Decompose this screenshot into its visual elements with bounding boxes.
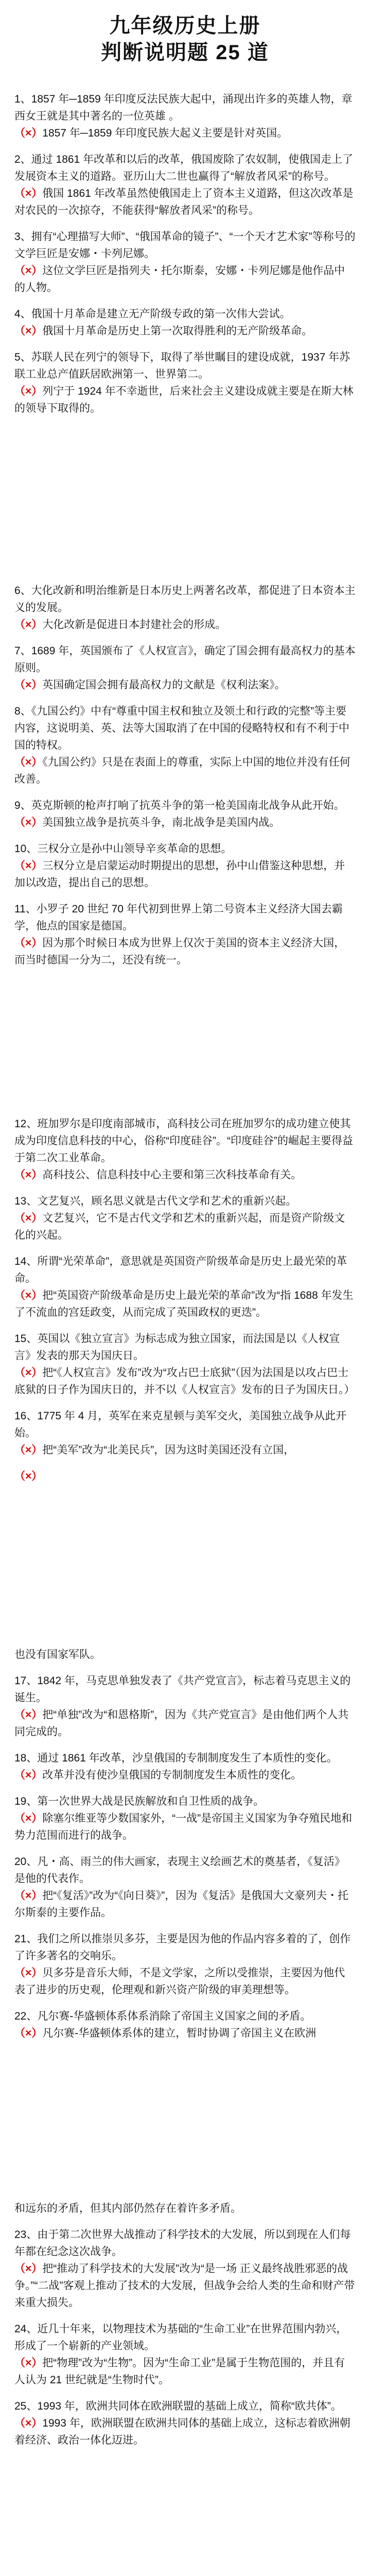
cross-mark: （×） bbox=[14, 1169, 43, 1181]
answer-explanation: 大化改新是促进日本封建社会的形成。 bbox=[42, 619, 226, 631]
cross-mark: （×） bbox=[14, 860, 43, 872]
cross-mark: （×） bbox=[14, 1212, 43, 1224]
answer-explanation: 把“推动了科学技术的大发展”改为“是一场 正义最终战胜邪恶的战争。”“二战”客观上推动了技术的大发展，但战争会给人类的生命和财产带来重大损失。 bbox=[14, 2263, 355, 2309]
question-item bbox=[14, 349, 356, 417]
question-item bbox=[14, 1408, 356, 1459]
question-item bbox=[14, 703, 356, 788]
answer-text bbox=[14, 1364, 356, 1398]
question-item bbox=[14, 228, 356, 296]
answer-explanation: 英国确定国会拥有最高权力的文献是《权利法案》。 bbox=[42, 679, 286, 691]
cross-mark: （×） bbox=[14, 385, 43, 397]
question-item bbox=[14, 840, 356, 891]
question-text: 22、凡尔赛-华盛顿体系体系消除了帝国主义国家之间的矛盾。 bbox=[14, 2010, 311, 2022]
cross-mark: （×） bbox=[14, 1470, 43, 1482]
question-text: 6、大化改新和明治维新是日本历史上两著名改革，都促进了日本资本主义的发展。 bbox=[14, 585, 356, 614]
cross-mark: （×） bbox=[14, 1890, 43, 1902]
answer-explanation: 这位文学巨匠是指列夫・托尔斯泰，安娜・卡列尼娜是他作品中的人物。 bbox=[14, 265, 345, 294]
answer-explanation: 把“《复活》”改为“《向日葵》”，因为《复活》是俄国大文豪列夫・托尔斯泰的主要作品。 bbox=[14, 1890, 349, 1919]
cross-mark: （×） bbox=[14, 265, 43, 277]
question-text: 7、1689 年，英国颁布了《人权宣言》，确定了国会拥有最高权力的基本原则。 bbox=[14, 645, 356, 674]
question-text: 23、由于第二次世界大战推动了科学技术的大发展，所以到现在人们每年都在纪念这次战争。 bbox=[14, 2229, 351, 2258]
answer-explanation: 凡尔赛-华盛顿体系体的建立，暂时协调了帝国主义在欧洲 bbox=[42, 2027, 316, 2039]
answer-text bbox=[14, 2260, 356, 2311]
question-text: 5、苏联人民在列宁的领导下，取得了举世瞩目的建设成就，1937 年苏联工业总产值跃居欧洲第一、世界第二。 bbox=[14, 351, 350, 380]
answer-text bbox=[14, 1706, 356, 1740]
answer-explanation: 改革并没有使沙皇俄国的专制制度发生本质性的变化。 bbox=[42, 1769, 302, 1781]
cross-mark: （×） bbox=[14, 1967, 43, 1979]
answer-text bbox=[14, 814, 356, 831]
cross-mark: （×） bbox=[14, 619, 43, 631]
answer-text bbox=[14, 1810, 356, 1844]
continued-text bbox=[14, 1646, 356, 1663]
answer-explanation: 1993 年，欧洲联盟在欧洲共同体的基础上成立，这标志着欧洲朝着经济、政治一体化迈进。 bbox=[14, 2417, 350, 2446]
question-item bbox=[14, 306, 356, 340]
question-text: 2、通过 1861 年改革和以后的改革，俄国废除了农奴制，使俄国走上了发展资本主义的道路。亚历山大二世也赢得了“解放者风采”的称号。 bbox=[14, 154, 354, 182]
question-text: 10、三权分立是孙中山领导辛亥革命的思想。 bbox=[14, 843, 232, 855]
question-item bbox=[14, 2320, 356, 2388]
question-text: 20、凡・高、雨兰的伟大画家，表现主义绘画艺术的奠基者，《复活》是他的代表作。 bbox=[14, 1856, 345, 1885]
answer-text bbox=[14, 185, 356, 219]
answer-explanation: 把“单独”改为“和恩格斯”，因为《共产党宣言》是由他们两个人共同完成的。 bbox=[14, 1709, 349, 1738]
question-item bbox=[14, 642, 356, 693]
continued-text bbox=[14, 2200, 356, 2217]
question-text: 9、英克斯顿的枪声打响了抗英斗争的第一枪美国南北战争从此开始。 bbox=[14, 800, 345, 811]
cross-mark: （×） bbox=[14, 1769, 43, 1781]
section-3 bbox=[14, 1115, 356, 1494]
question-item bbox=[14, 1853, 356, 1921]
answer-text bbox=[14, 857, 356, 891]
cross-mark: （×） bbox=[14, 1290, 43, 1301]
answer-text bbox=[14, 2354, 356, 2388]
question-text: 11、小罗子 20 世纪 70 年代初到世界上第二号资本主义经济大国去霸学，他点的国家是德国。 bbox=[14, 903, 343, 932]
answer-text bbox=[14, 1887, 356, 1921]
cross-mark: （×） bbox=[14, 325, 43, 337]
answer-text bbox=[14, 125, 356, 142]
answer-explanation: 除塞尔维亚等少数国家外，“一战”是帝国主义国家为争夺殖民地和势力范围而进行的战争。 bbox=[14, 1812, 353, 1841]
question-item bbox=[14, 2226, 356, 2311]
cross-mark: （×） bbox=[14, 817, 43, 828]
answer-explanation: 列宁于 1924 年不幸逝世，后来社会主义建设成就主要是在斯大林的领导下取得的。 bbox=[14, 385, 354, 414]
question-text: 16、1775 年 4 月，英军在来克星顿与美军交火，美国独立战争从此开始。 bbox=[14, 1410, 347, 1439]
cross-mark: （×） bbox=[14, 2357, 43, 2369]
continued-line: 和远东的矛盾，但其内部仍然存在着许多矛盾。 bbox=[14, 2202, 241, 2214]
answer-explanation: 把“英国资产阶级革命是历史上最光荣的革命”改为“指 1688 年发生了不流血的宫廷政变，从而完成了英国政权的更迭”。 bbox=[14, 1290, 354, 1318]
cross-mark: （×） bbox=[14, 937, 43, 949]
answer-text bbox=[14, 383, 356, 417]
answer-explanation: 三权分立是启蒙运动时期提出的思想，孙中山借鉴这种思想，并加以改造，提出自己的思想。 bbox=[14, 860, 345, 889]
page-title: 九年级历史上册 bbox=[109, 14, 261, 37]
section-4 bbox=[14, 1646, 356, 2051]
section-1 bbox=[14, 91, 356, 426]
question-item bbox=[14, 1115, 356, 1183]
question-text: 3、拥有“心理描写大师”、“俄国革命的镜子”、“一个天才艺术家”等称号的文学巨匠是安娜・卡列尼娜。 bbox=[14, 231, 356, 260]
answer-text bbox=[14, 1767, 356, 1784]
cross-mark: （×） bbox=[14, 188, 43, 199]
answer-text bbox=[14, 1166, 356, 1183]
cross-mark: （×） bbox=[14, 2027, 43, 2039]
cross-mark: （×） bbox=[14, 2263, 43, 2275]
title-block bbox=[0, 0, 370, 66]
question-item bbox=[14, 1193, 356, 1244]
answer-text bbox=[14, 754, 356, 788]
answer-text bbox=[14, 616, 356, 633]
cross-mark: （×） bbox=[14, 1709, 43, 1721]
answer-text bbox=[14, 676, 356, 693]
answer-text bbox=[14, 935, 356, 969]
page-subtitle: 判断说明题 25 道 bbox=[101, 41, 269, 64]
cross-mark: （×） bbox=[14, 1812, 43, 1824]
cross-mark: （×） bbox=[14, 127, 43, 139]
section-2 bbox=[14, 582, 356, 978]
question-item bbox=[14, 2008, 356, 2042]
question-text: 19、第一次世界大战是民族解放和自卫性质的战争。 bbox=[14, 1795, 265, 1807]
answer-explanation: 贝多芬是音乐大师，不是文学家，之所以受推崇，主要因为他代表了进步的历史观，伦理观和新兴资产阶级的审美理想等。 bbox=[14, 1967, 345, 1996]
answer-text bbox=[14, 1468, 356, 1485]
answer-explanation: 因为那个时候日本成为世界上仅次于美国的资本主义经济大国，而当时德国一分为二，还没有统一。 bbox=[14, 937, 345, 966]
cross-mark: （×） bbox=[14, 679, 43, 691]
cross-mark: （×） bbox=[14, 1444, 43, 1456]
question-item bbox=[14, 1793, 356, 1844]
question-text: 1、1857 年─1859 年印度反法民族大起中，涌现出许多的英雄人物，章西女王就是其中著名的一位英雄 。 bbox=[14, 93, 353, 122]
answer-text bbox=[14, 2025, 356, 2042]
answer-explanation: 文艺复兴，它不是古代文学和艺术的重新兴起，而是资产阶级文化的兴起。 bbox=[14, 1212, 345, 1241]
answer-text bbox=[14, 323, 356, 340]
answer-text bbox=[14, 2415, 356, 2449]
question-text: 4、俄国十月革命是建立无产阶级专政的第一次伟大尝试。 bbox=[14, 308, 291, 320]
answer-explanation: 《九国公约》只是在表面上的尊重，实际上中国的地位并没有任何改善。 bbox=[14, 756, 350, 785]
question-item bbox=[14, 2398, 356, 2449]
question-text: 14、所谓“光荣革命”，意思就是英国资产阶级革命是历史上最光荣的革命。 bbox=[14, 1256, 347, 1284]
question-item bbox=[14, 91, 356, 142]
question-item bbox=[14, 797, 356, 831]
question-item bbox=[14, 151, 356, 219]
cross-mark: （×） bbox=[14, 1367, 43, 1379]
answer-explanation: 高科技公、信息科技中心主要和第三次科技革命有关。 bbox=[42, 1169, 302, 1181]
answer-text bbox=[14, 1210, 356, 1244]
cross-mark: （×） bbox=[14, 2417, 43, 2429]
question-item bbox=[14, 901, 356, 969]
question-item bbox=[14, 1750, 356, 1784]
question-text: 17、1842 年，马克思单独发表了《共产党宣言》，标志着马克思主义的诞生。 bbox=[14, 1675, 351, 1704]
question-text: 25、1993 年，欧洲共同体在欧洲联盟的基础上成立，简称“欧共体”。 bbox=[14, 2400, 342, 2412]
question-text: 15、英国以《独立宣言》为标志成为独立国家，而法国是以《人权宣言》发表的那天为国庆日。 bbox=[14, 1333, 340, 1362]
continued-line: 也没有国家军队。 bbox=[14, 1649, 101, 1660]
question-text: 21、我们之所以推崇贝多芬，主要是因为他的作品内容多着的了，创作了许多著名的交响乐。 bbox=[14, 1933, 351, 1962]
section-5 bbox=[14, 2200, 356, 2458]
answer-explanation: 俄国十月革命是历史上第一次取得胜利的无产阶级革命。 bbox=[42, 325, 313, 337]
answer-text bbox=[14, 262, 356, 296]
question-item bbox=[14, 1468, 356, 1485]
answer-text bbox=[14, 1964, 356, 1998]
answer-explanation: 把“物理”改为“生物”。因为“生命工业”是属于生物范围的，并且有人认为 21 世纪就是“生物时代”。 bbox=[14, 2357, 345, 2386]
question-text: 18、通过 1861 年改革，沙皇俄国的专制制度发生了本质性的变化。 bbox=[14, 1752, 338, 1764]
answer-explanation: 美国独立战争是抗英斗争，南北战争是美国内战。 bbox=[42, 817, 280, 828]
question-text: 24、近几十年来，以物理技术为基础的“生命工业”在世界范围内勃兴，形成了一个崭新的产业领域。 bbox=[14, 2323, 347, 2352]
answer-text bbox=[14, 1287, 356, 1321]
question-item bbox=[14, 582, 356, 633]
question-text: 8、《九国公约》中有“尊重中国主权和独立及领土和行政的完整”等主要内容，这说明美、英、法等大国取消了在中国的侵略特权和有不利于中国的特权。 bbox=[14, 705, 349, 751]
question-item bbox=[14, 1330, 356, 1398]
answer-explanation: 把“《人权宣言》发布”改为“攻占巴士底狱”（因为法国是以攻占巴士底狱的日子作为国庆日的，并不以《人权宣言》发布的日子为国庆日。） bbox=[14, 1367, 355, 1396]
question-item bbox=[14, 1930, 356, 1998]
question-item bbox=[14, 1253, 356, 1321]
cross-mark: （×） bbox=[14, 756, 43, 768]
answer-explanation: 把“美军”改为“北美民兵”，因为这时美国还没有立国， bbox=[42, 1444, 295, 1456]
answer-explanation: 1857 年─1859 年印度民族大起义主要是针对英国。 bbox=[42, 127, 288, 139]
answer-explanation: 俄国 1861 年改革虽然使俄国走上了资本主义道路，但这次改革是对农民的一次掠夺，不能获得“解放者风采”的称号。 bbox=[14, 188, 354, 216]
answer-text bbox=[14, 1442, 356, 1459]
question-text: 12、班加罗尔是印度南部城市，高科技公司在班加罗尔的成功建立使其成为印度信息科技的中心，俗称“印度硅谷”。“印度硅谷”的崛起主要得益于第二次工业革命。 bbox=[14, 1118, 353, 1164]
question-item bbox=[14, 1672, 356, 1740]
question-text: 13、文艺复兴，顾名思义就是古代文学和艺术的重新兴起。 bbox=[14, 1195, 297, 1207]
